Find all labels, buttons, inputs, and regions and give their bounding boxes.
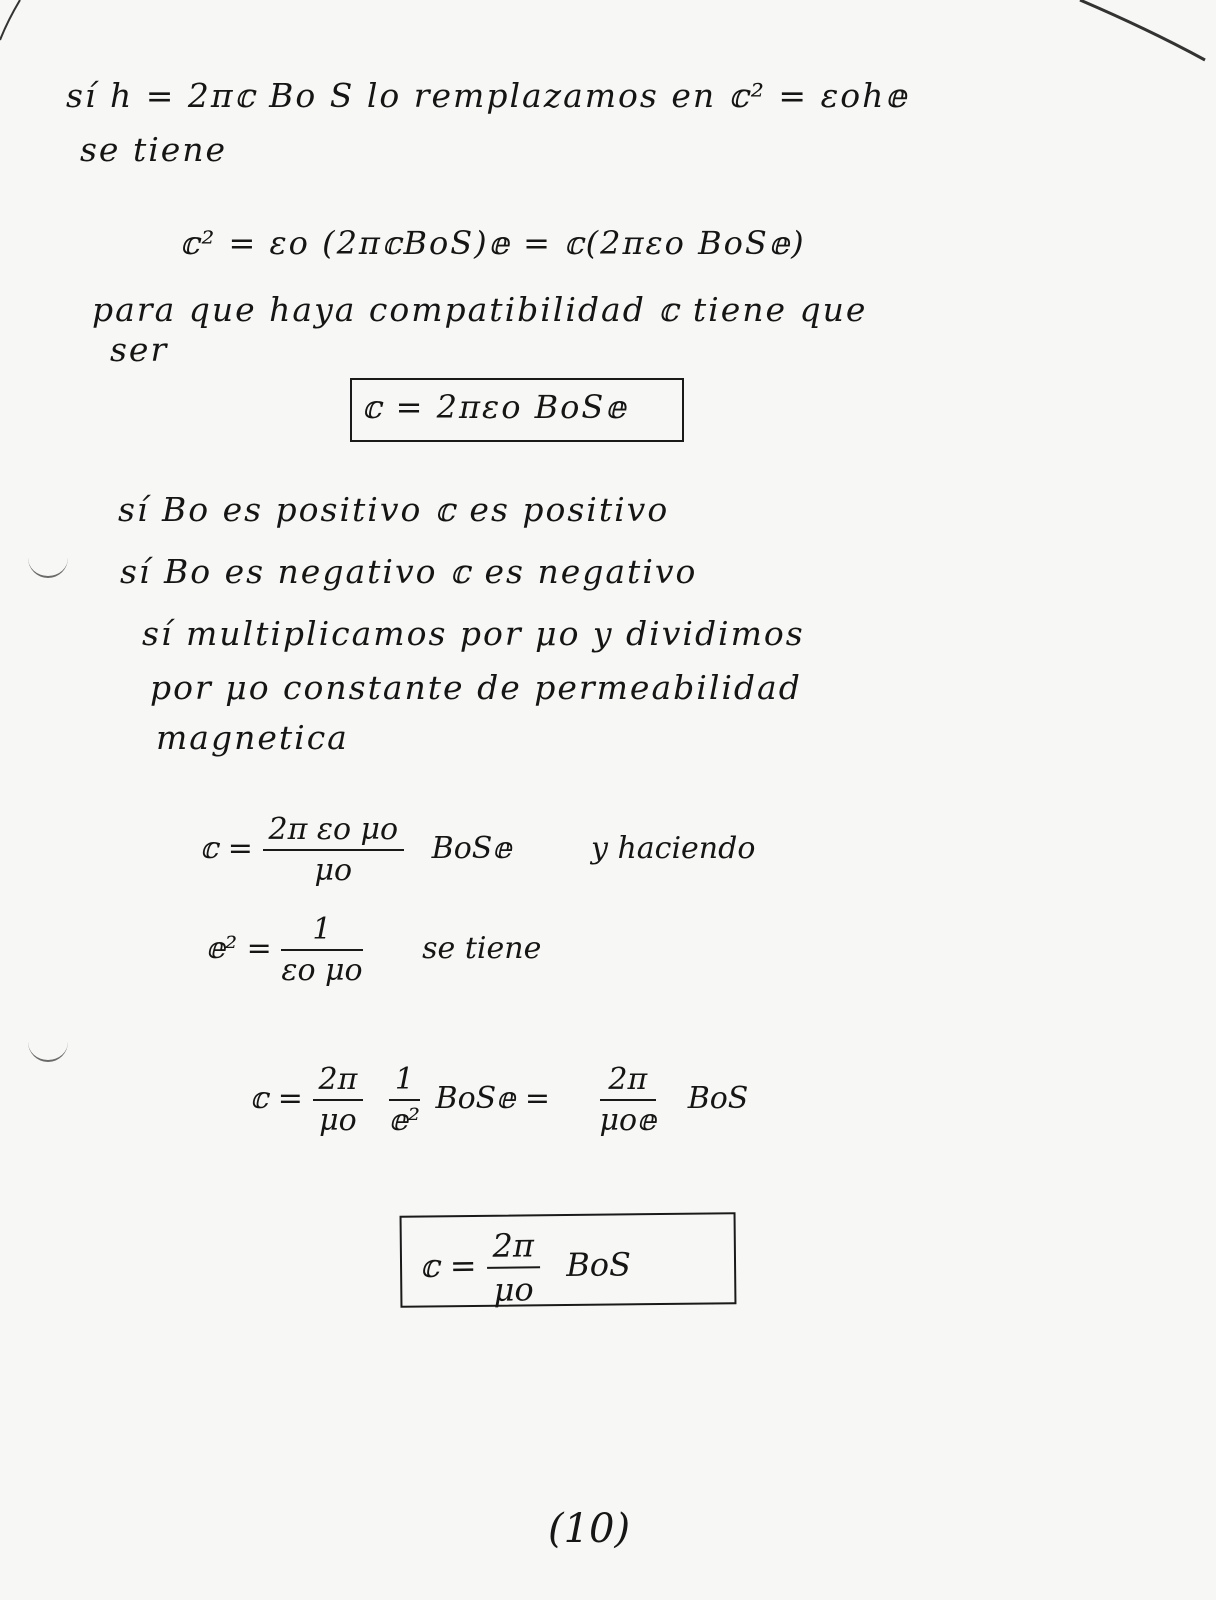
eq4-fraction-2 bbox=[389, 1062, 420, 1138]
text-line: sí multiplicamos por μo y dividimos bbox=[142, 614, 805, 653]
eq3-numerator: 1 bbox=[281, 912, 362, 951]
final-fraction bbox=[486, 1226, 540, 1309]
eq4-f1-numerator: 2π bbox=[313, 1062, 364, 1101]
eq2-fraction bbox=[263, 812, 405, 888]
text-line: sí Bo es positivo 𝕔 es positivo bbox=[118, 490, 670, 529]
final-numerator: 2π bbox=[486, 1226, 540, 1269]
eq4-lhs: 𝕔 = bbox=[250, 1081, 303, 1116]
text-line: por μo constante de permeabilidad bbox=[150, 668, 802, 707]
result-box bbox=[350, 378, 684, 442]
eq2-lhs: 𝕔 = bbox=[200, 831, 253, 866]
eq2-numerator: 2π εo μo bbox=[263, 812, 405, 851]
eq2-after-text: y haciendo bbox=[590, 831, 756, 866]
equation-3 bbox=[206, 912, 541, 988]
eq4-tail: BoS bbox=[687, 1081, 749, 1116]
eq3-denominator: εo μo bbox=[281, 953, 363, 988]
eq2-denominator: μo bbox=[314, 853, 353, 888]
final-tail: BoS bbox=[566, 1244, 632, 1284]
result-equation: 𝕔 = 2πεo BoS𝕖 bbox=[362, 388, 628, 426]
text-line: se tiene bbox=[80, 130, 228, 169]
equation-4 bbox=[250, 1062, 748, 1138]
eq4-fraction-1 bbox=[313, 1062, 364, 1138]
text-line: ser bbox=[110, 330, 169, 369]
eq4-f2-numerator: 1 bbox=[389, 1062, 420, 1101]
eq4-f3-numerator: 2π bbox=[600, 1062, 657, 1101]
text-line: sí Bo es negativo 𝕔 es negativo bbox=[120, 552, 698, 591]
final-result-box bbox=[400, 1212, 737, 1308]
eq4-f3-denominator: μo𝕖 bbox=[599, 1103, 657, 1138]
equation-2 bbox=[200, 812, 755, 888]
text-line: sí h = 2π𝕔 Bo S lo remplazamos en 𝕔² = εoh𝕖 bbox=[66, 76, 909, 115]
eq3-lhs: 𝕖² = bbox=[206, 931, 272, 966]
eq2-tail: BoS𝕖 bbox=[431, 831, 512, 866]
text-line: para que haya compatibilidad 𝕔 tiene que bbox=[92, 290, 868, 329]
eq4-fraction-3 bbox=[600, 1062, 657, 1138]
eq3-fraction bbox=[281, 912, 362, 988]
eq4-f2-denominator: 𝕖² bbox=[388, 1103, 420, 1138]
eq4-f1-denominator: μo bbox=[319, 1103, 357, 1138]
eq3-after-text: se tiene bbox=[422, 931, 542, 966]
text-line: magnetica bbox=[156, 718, 349, 757]
equation-line: 𝕔² = εo (2π𝕔BoS)𝕖 = 𝕔(2πεo BoS𝕖) bbox=[180, 224, 806, 262]
final-lhs: 𝕔 = bbox=[419, 1246, 477, 1286]
eq4-middle: BoS𝕖 = bbox=[435, 1081, 550, 1116]
final-equation bbox=[420, 1225, 632, 1309]
page-number: (10) bbox=[548, 1506, 631, 1552]
final-denominator: μo bbox=[493, 1270, 534, 1309]
